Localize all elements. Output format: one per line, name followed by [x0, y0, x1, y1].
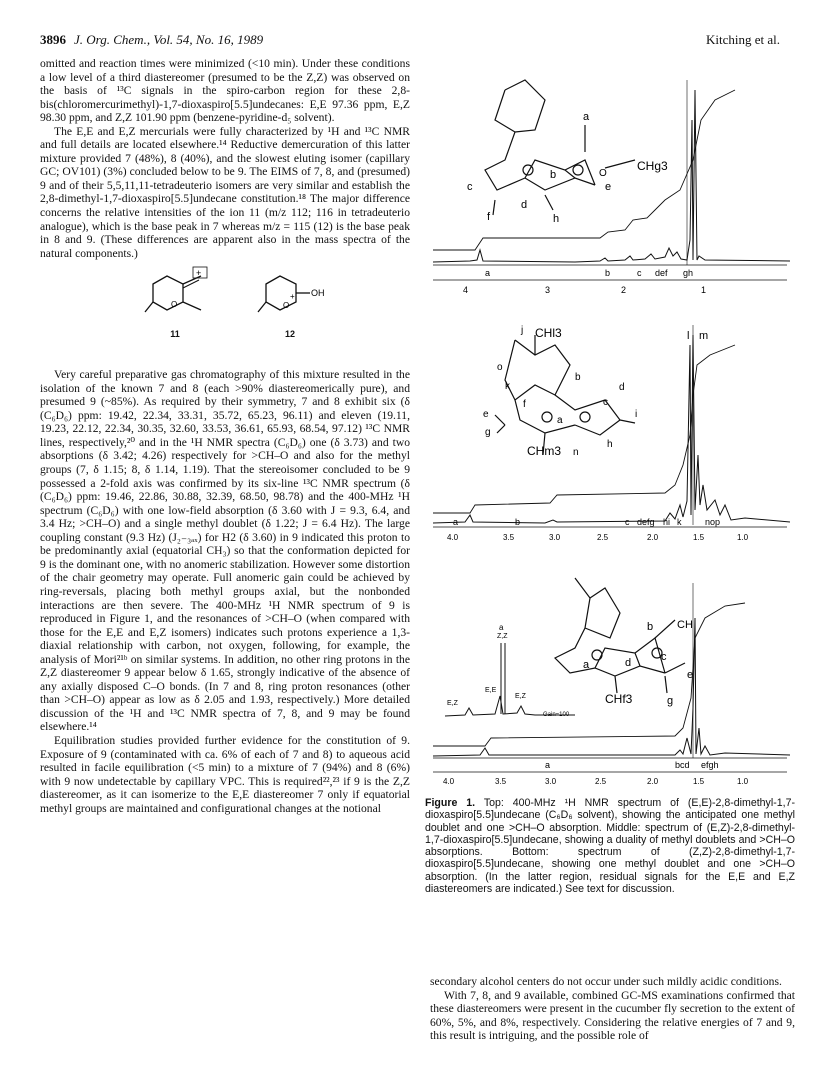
- proton-label: a: [557, 415, 563, 426]
- peak-label: b: [515, 517, 521, 527]
- proton-label: f: [523, 399, 526, 410]
- proton-label: d: [625, 657, 632, 669]
- peak-label: m: [699, 330, 709, 342]
- methyl-label: CHm3: [527, 444, 562, 458]
- proton-label: e: [483, 409, 489, 420]
- spectrum-middle-svg: [425, 305, 795, 550]
- axis-tick: 2: [621, 285, 627, 295]
- axis-tick: 3.0: [549, 533, 561, 542]
- peak-label: b: [605, 268, 611, 278]
- oh-group: OH: [311, 288, 325, 299]
- proton-label: b: [550, 169, 557, 181]
- spectrum-bottom: [425, 558, 795, 797]
- methyl-label: CHf3: [605, 692, 633, 706]
- proton-label: i: [635, 409, 638, 420]
- right-column: [430, 975, 795, 1043]
- figure-caption: [425, 797, 795, 895]
- peak-label: hi: [663, 517, 671, 527]
- spectrum-top: [425, 60, 795, 305]
- peak-label: gh: [683, 268, 694, 278]
- proton-label: b: [575, 372, 581, 383]
- axis-tick: 1.0: [737, 777, 749, 786]
- structure-12: [250, 266, 330, 350]
- axis-tick: 2.5: [597, 533, 609, 542]
- axis-tick: 1: [701, 285, 707, 295]
- inset-label: E,Z: [447, 700, 458, 707]
- proton-label: b: [647, 621, 654, 633]
- journal-citation: J. Org. Chem., Vol. 54, No. 16, 1989: [74, 32, 264, 47]
- ring-drawing: [250, 266, 330, 326]
- inset-label: E,Z: [515, 693, 526, 700]
- left-column: [40, 57, 410, 815]
- proton-label: o: [497, 362, 503, 373]
- proton-label: c: [661, 651, 667, 663]
- methyl-label: CH: [677, 619, 693, 631]
- page-number: 3896: [40, 32, 66, 47]
- proton-label: h: [553, 213, 560, 225]
- proton-label: e: [687, 669, 694, 681]
- axis-tick: 1.5: [693, 533, 705, 542]
- paragraph: omitted and reaction times were minimized (<10 min). Under these conditions a low level of a third diastereomer (presumed to be the Z,Z) was observed on the basis of ¹³C signals in the spiro-carbon region for these 2,8-bis(chloromercurimethyl)-1,7-dioxaspiro[5.5]undecanes: E,E 97.36 ppm, E,Z 98.30 ppm, and Z,Z 101.90 ppm (benzene-pyridine-d₅ solvent).: [40, 57, 410, 125]
- peak-label: bcd: [675, 760, 690, 770]
- axis-tick: 1.5: [693, 777, 705, 786]
- paragraph: Very careful preparative gas chromatography of this mixture resulted in the isolation of the known 7 and 8 (each >90% diastereomerically pure), and presumed 9 (~85%). As required by their symmetry, 7 and 8 exhibit six (δ (C₆D₆) ppm: 19.42, 22.34, 33.31, 35.72, 65.23, 96.11) and eleven (19.11, 19.23, 22.12, 22.34, 30.35, 32.60, 33.53, 36.61, 65.93, 68.54, 97.12) ¹³C NMR lines, respectively,²⁰ and in the ¹H NMR spectra (C₆D₆) one (δ 3.73) and two absorptions (δ 3.42; 4.26) respectively for >CH–O and also for the methyl groups (7, δ 1.15; 8, δ 1.14, 1.19). That the stereoisomer concluded to be 9 possessed a 2-fold axis was confirmed by its six-line ¹³C NMR spectrum (δ (C₆D₆) ppm: 19.46, 22.86, 30.88, 32.39, 68.50, 98.78) and the 400-MHz ¹H spectrum (C₆D₆) with one low-field absorption (δ 3.60 with J = 9.3, 6.4, and 3.4 Hz; >CH–O) and a single methyl doublet (δ 1.22; J = 6.4 Hz). The large coupling constant (9.3 Hz) (J₂₋₃ₐₓ) for H2 (δ 3.60) in 9 indicated this proton to be predominantly axial (equatorial CH₃) so that the conformation depicted for 9 is the dominant one, with no anomeric stabilization. However some distortion of the chair geometry may operate. Full anomeric gain could be achieved by ring-reversals, placing both methyl groups axial, but the nonbonded interactions are then severe. The 400-MHz ¹H NMR spectrum of 9 is reproduced in Figure 1, and the resonances of >CH–O (when compared with those for the E,E and E,Z isomers) indicates such protons experience a 1,3-diaxial relationship with carbon, not oxygen, following, for example, the analysis of Mori²¹ᵇ on similar systems. In addition, no other ring protons in the Z,Z diastereomer 9 appear below δ 1.65, strongly indicative of the absence of any axially disposed C–O bonds. (In 7 and 8, ring proton resonances (other than >CH–O) appear as low as δ 2.05 and 1.93, respectively.) More detailed discussion of the ¹H and ¹³C NMR spectra of 7, 8, and 9 may be found elsewhere.¹⁴: [40, 368, 410, 734]
- ring-drawing: [135, 266, 215, 326]
- running-head-authors: Kitching et al.: [705, 32, 780, 47]
- peak-label: defg: [637, 517, 655, 527]
- axis-tick: 4.0: [447, 533, 459, 542]
- proton-label: g: [485, 427, 491, 438]
- spectrum-top-svg: [425, 60, 795, 300]
- caption-label: Figure 1.: [425, 797, 476, 809]
- peak-label: efgh: [701, 760, 719, 770]
- axis-tick: 1.0: [737, 533, 749, 542]
- structure-label: 11: [170, 329, 180, 340]
- peak-label: a: [545, 760, 551, 770]
- peak-label: c: [637, 268, 642, 278]
- paragraph: Equilibration studies provided further evidence for the constitution of 9. Exposure of 9 (contaminated with ca. 6% of each of 7 and 8) to aqueous acid resulted in facile equilibration (<5 min) to a mixture of 7 (94%) and 8 (6%) with 9 now undetectable by capillary VPC. This is required²²,²³ if 9 is the Z,Z diastereomer, as it can isomerize to the E,E diastereomer 7 only if equatorial methyl groups are maintained and configurational changes at the notional: [40, 733, 410, 815]
- paragraph: With 7, 8, and 9 available, combined GC-MS examinations confirmed that these diastereomers were present in the cucumber fly secretion to the extent of 60%, 5%, and 8%, respectively. Considering the relative energies of 7 and 9, this result is intriguing, and the possible role of: [430, 988, 795, 1043]
- axis-tick: 4.0: [443, 777, 455, 786]
- axis-tick: 4: [463, 285, 469, 295]
- proton-label: e: [605, 181, 612, 193]
- inset-label: a: [499, 623, 504, 632]
- paragraph: secondary alcohol centers do not occur under such mildly acidic conditions.: [430, 975, 782, 988]
- methyl-label: CHl3: [535, 326, 562, 340]
- proton-label: d: [521, 199, 528, 211]
- spectrum-middle: [425, 305, 795, 555]
- peak-label: nop: [705, 517, 721, 527]
- proton-label: c: [467, 181, 473, 193]
- structure-11: [135, 266, 215, 350]
- ion-structures: [40, 266, 410, 350]
- axis-tick: 3.5: [503, 533, 515, 542]
- proton-label: j: [521, 325, 524, 336]
- spectrum-bottom-svg: [425, 558, 795, 792]
- proton-label: a: [583, 111, 590, 123]
- proton-label: n: [573, 447, 579, 458]
- methyl-label: CHg3: [637, 159, 668, 173]
- peak-label: a: [453, 517, 459, 527]
- proton-label: a: [583, 659, 590, 671]
- page-header: [40, 32, 780, 52]
- svg-text:O: O: [283, 301, 290, 311]
- peak-label: l: [687, 330, 690, 342]
- caption-text: Top: 400-MHz ¹H NMR spectrum of (E,E)-2,8-dimethyl-1,7-dioxaspiro[5.5]undecane (C₆D₆ solvent), showing the anticipated one methyl doublet and one >CH–O absorption. Middle: spectrum of (E,Z)-2,8-dimethyl-1,7-dioxaspiro[5.5]undecane, showing a duality of methyl doublets and >CH–O absorptions. Bottom: spectrum of (Z,Z)-2,8-dimethyl-1,7-dioxaspiro[5.5]undecane, showing one methyl doublet and one >CH–O absorption. (In the latter region, residual signals for the E,E and E,Z diastereomers are indicated.) See text for discussion.: [425, 797, 795, 896]
- proton-label: c: [603, 397, 608, 408]
- charge-label: +: [196, 268, 202, 279]
- header-left: [40, 32, 263, 48]
- peak-label: a: [485, 268, 491, 278]
- svg-text:+: +: [290, 292, 295, 302]
- proton-label: k: [505, 381, 510, 392]
- axis-tick: 3.0: [545, 777, 557, 786]
- axis-tick: 3: [545, 285, 551, 295]
- proton-label: f: [487, 211, 491, 223]
- structure-label: 12: [284, 329, 295, 340]
- axis-tick: 3.5: [495, 777, 507, 786]
- inset-label: Gain=100: [543, 712, 570, 718]
- proton-label: h: [607, 439, 613, 450]
- oxygen-label: O: [599, 168, 607, 179]
- proton-label: d: [619, 382, 625, 393]
- svg-text:O: O: [171, 300, 178, 310]
- peak-label: def: [655, 268, 668, 278]
- paragraph: The E,E and E,Z mercurials were fully characterized by ¹H and ¹³C NMR and full details are located elsewhere.¹⁴ Reductive demercuration of this latter mixture provided 7 (48%), 8 (40%), and the slowest eluting isomer (capillary GC; OV101) (3%) concluded below to be 9. The EIMS of 7, 8, and (presumed) 9 and of their 5,5,11,11-tetradeuterio isomers are very similar and establish the 2,8-dimethyl-1,7-dioxaspiro[5.5]undecane constitution.¹⁸ The major difference concerns the relative intensities of the ion 11 (m/z 112; 116 in tetradeuterio analogue), which is the base peak in 7 whereas m/z = 115 (12) is the base peak in 8 and 9. (These differences are apparent also in the mass spectra of the natural components.): [40, 124, 410, 260]
- inset-label: Z,Z: [497, 633, 508, 640]
- axis-tick: 2.0: [647, 533, 659, 542]
- peak-label: k: [677, 517, 682, 527]
- axis-tick: 2.0: [647, 777, 659, 786]
- axis-tick: 2.5: [595, 777, 607, 786]
- inset-label: E,E: [485, 687, 497, 694]
- peak-label: c: [625, 517, 630, 527]
- proton-label: g: [667, 695, 674, 707]
